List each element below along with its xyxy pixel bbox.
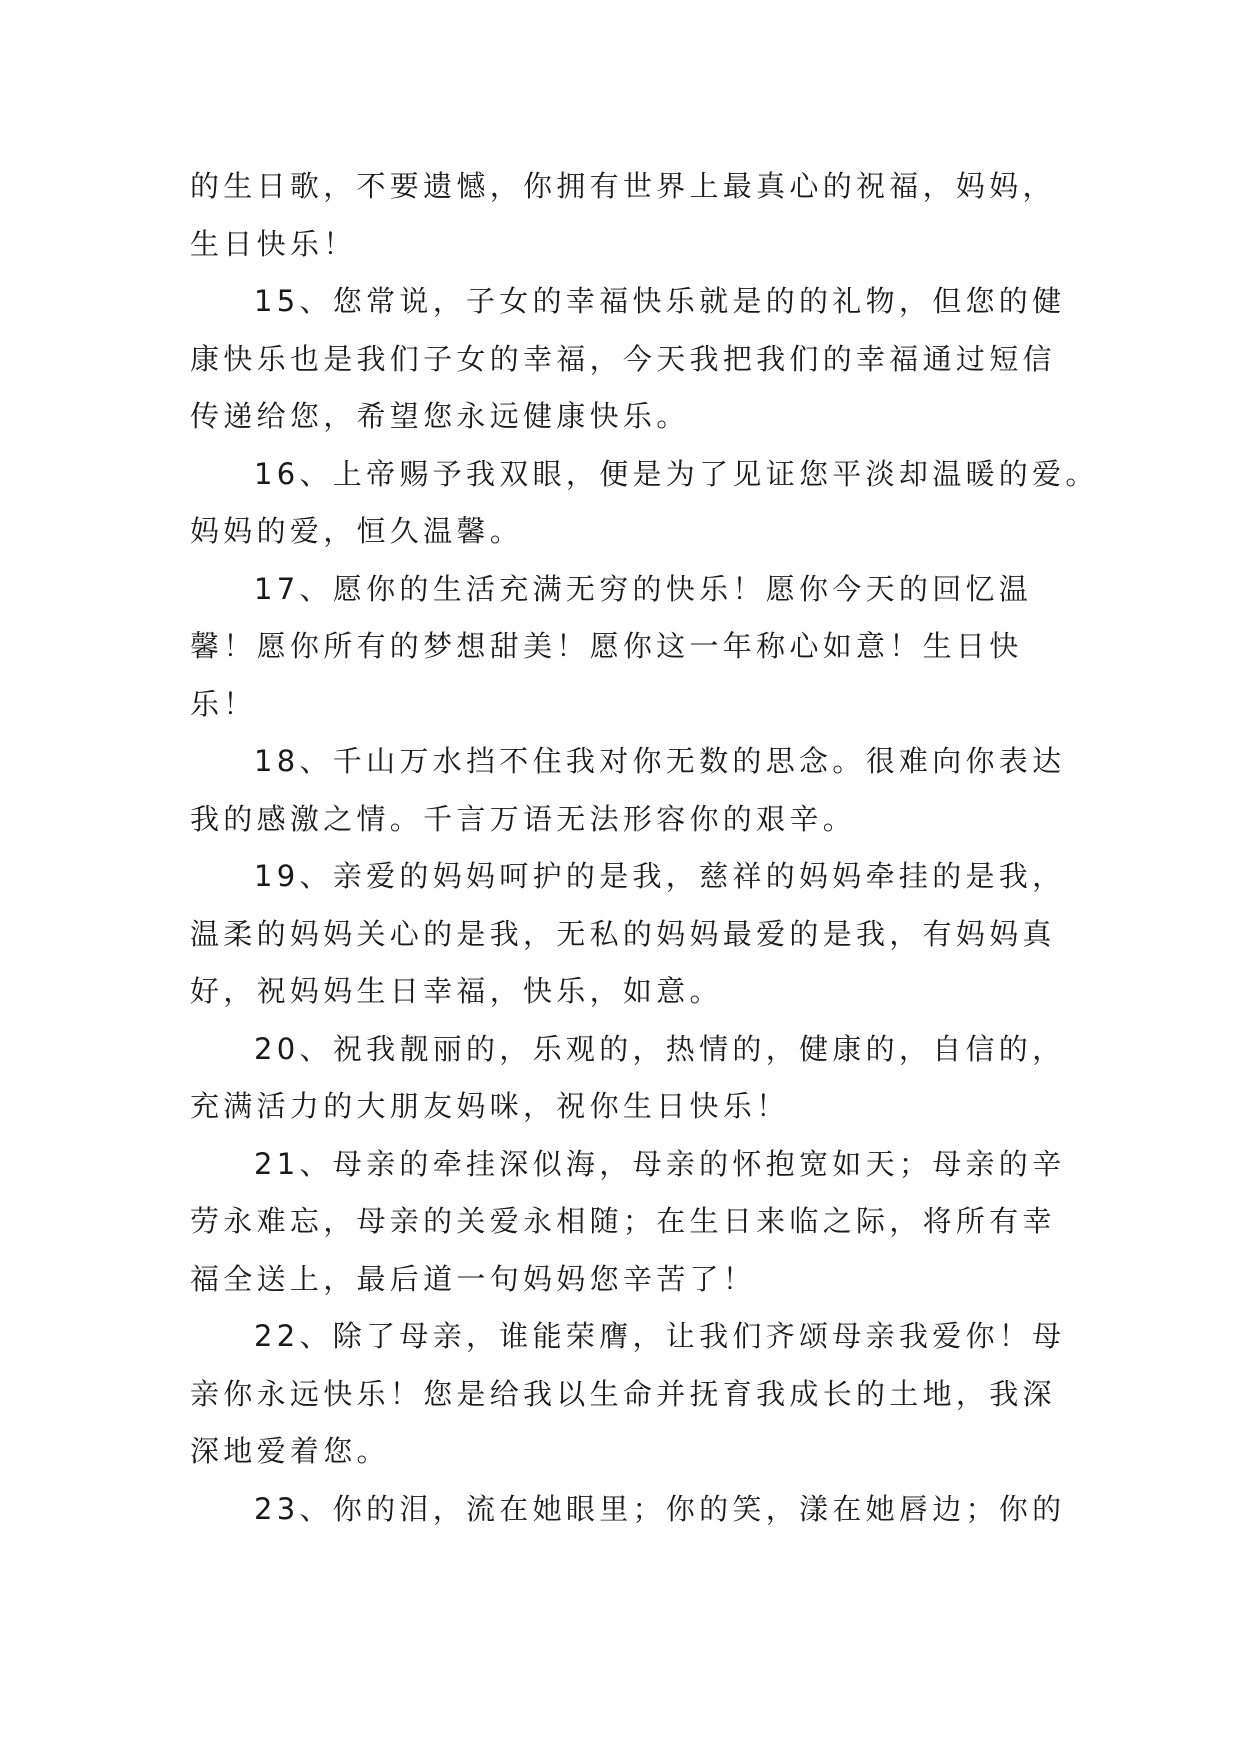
text-line: 16、上帝赐予我双眼，便是为了见证您平淡却温暖的爱。	[254, 456, 1099, 491]
text-line: 17、愿你的生活充满无穷的快乐！愿你今天的回忆温	[254, 571, 1033, 606]
paragraph-17	[190, 561, 1062, 734]
text-line: 馨！愿你所有的梦想甜美！愿你这一年称心如意！生日快	[190, 629, 1023, 663]
paragraph-21	[190, 1136, 1066, 1309]
text-line: 19、亲爱的妈妈呵护的是我，慈祥的妈妈牵挂的是我，	[254, 859, 1066, 893]
paragraph-19	[190, 848, 1066, 1021]
text-line: 传递给您，希望您永远健康快乐。	[190, 399, 690, 433]
paragraph-23	[190, 1481, 1066, 1539]
text-line: 福全送上，最后道一句妈妈您辛苦了！	[190, 1261, 757, 1296]
text-line: 充满活力的大朋友妈咪，祝你生日快乐！	[190, 1089, 790, 1123]
text-line: 我的感激之情。千言万语无法形容你的艰辛。	[190, 801, 857, 836]
text-line: 21、母亲的牵挂深似海，母亲的怀抱宽如天；母亲的辛	[254, 1146, 1066, 1181]
text-line: 20、祝我靓丽的，乐观的，热情的，健康的，自信的，	[254, 1031, 1066, 1066]
text-line: 乐！	[190, 686, 257, 721]
text-line: 15、您常说，子女的幸福快乐就是的的礼物，但您的健	[254, 284, 1066, 318]
text-line: 亲你永远快乐！您是给我以生命并抚育我成长的土地，我深	[190, 1376, 1056, 1411]
text-line: 生日快乐！	[190, 226, 357, 261]
text-line: 22、除了母亲，谁能荣膺，让我们齐颂母亲我爱你！母	[254, 1319, 1066, 1353]
document-body	[190, 158, 1099, 1538]
paragraph-15	[190, 273, 1066, 446]
text-line: 劳永难忘，母亲的关爱永相随；在生日来临之际，将所有幸	[190, 1204, 1056, 1238]
paragraph-14-continuation	[190, 158, 1062, 273]
text-line: 23、你的泪，流在她眼里；你的笑，漾在她唇边；你的	[254, 1491, 1066, 1526]
paragraph-16	[190, 446, 1099, 561]
text-line: 18、千山万水挡不住我对你无数的思念。很难向你表达	[254, 744, 1066, 778]
text-line: 好，祝妈妈生日幸福，快乐，如意。	[190, 974, 723, 1008]
paragraph-22	[190, 1308, 1066, 1481]
text-line: 深地爱着您。	[190, 1434, 390, 1468]
text-line: 温柔的妈妈关心的是我，无私的妈妈最爱的是我，有妈妈真	[190, 916, 1056, 951]
text-line: 妈妈的爱，恒久温馨。	[190, 514, 524, 548]
text-line: 的生日歌，不要遗憾，你拥有世界上最真心的祝福，妈妈，	[190, 169, 1056, 203]
paragraph-20	[190, 1021, 1066, 1136]
text-line: 康快乐也是我们子女的幸福，今天我把我们的幸福通过短信	[190, 341, 1056, 376]
paragraph-18	[190, 733, 1066, 848]
